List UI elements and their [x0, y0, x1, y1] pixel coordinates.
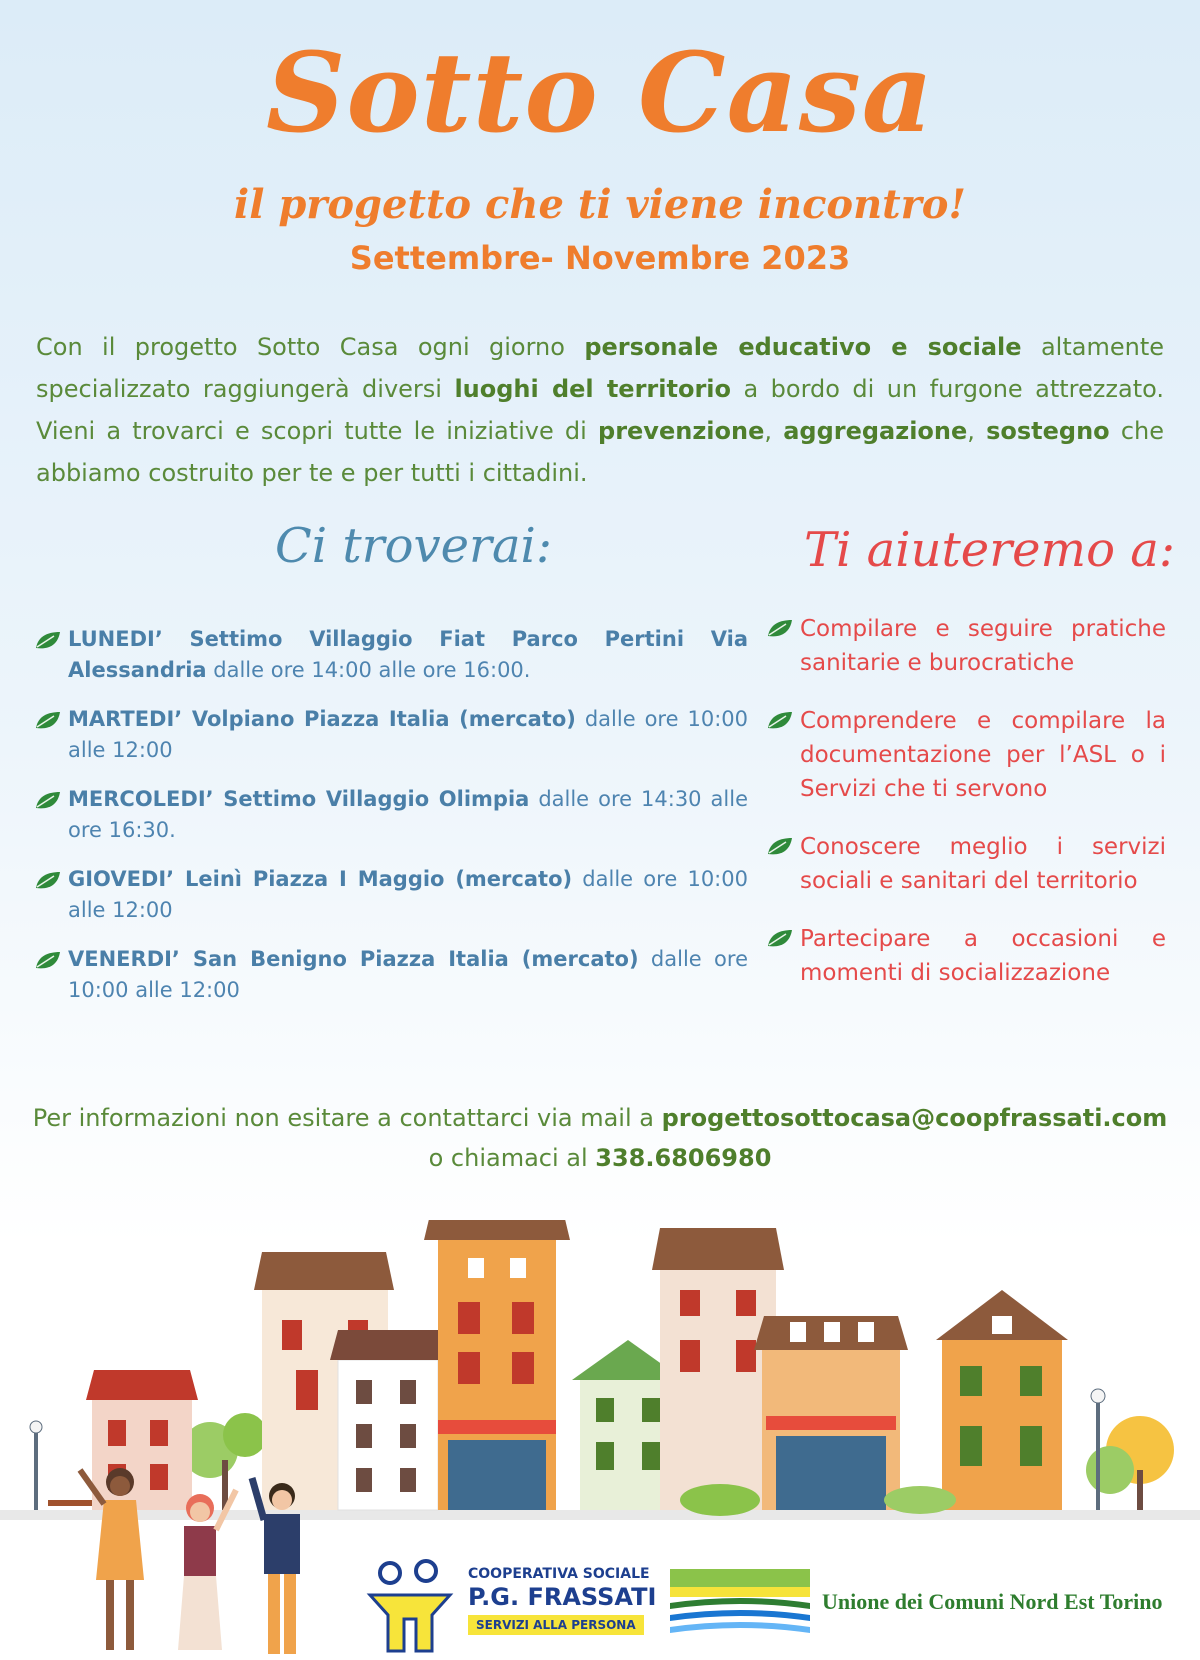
frassati-people-icon: [360, 1555, 460, 1655]
frassati-text: [468, 1565, 656, 1635]
poster-subtitle: il progetto che ti viene incontro!: [234, 181, 966, 228]
intro-paragraph: Con il progetto Sotto Casa ogni giorno personale educativo e sociale altamente specializzato raggiungerà diversi luoghi del territorio a bordo di un furgone attrezzato. Vieni a trovarci e scopri tutte le iniziative di prevenzione, aggregazione, sostegno che abbiamo costruito per te e per tutti i cittadini.: [36, 333, 1164, 487]
schedule-item: MARTEDI’ Volpiano Piazza Italia (mercato) dalle ore 10:00 alle 12:00: [34, 704, 748, 766]
help-item: Comprendere e compilare la documentazione per l’ASL o i Servizi che ti servono: [766, 704, 1166, 806]
contact-email[interactable]: progettosottocasa@coopfrassati.com: [661, 1104, 1168, 1132]
contact-line-phone: o chiamaci al 338.6806980: [428, 1144, 772, 1172]
leaf-icon: [766, 832, 796, 862]
contact-line-email: Per informazioni non esitare a contattarci via mail a progettosottocasa@coopfrassati.com: [32, 1104, 1168, 1132]
schedule-item: MERCOLEDI’ Settimo Villaggio Olimpia dalle ore 14:30 alle ore 16:30.: [34, 784, 748, 846]
help-item: Partecipare a occasioni e momenti di socializzazione: [766, 922, 1166, 990]
schedule-item: LUNEDI’ Settimo Villaggio Fiat Parco Pertini Via Alessandria dalle ore 14:00 alle ore 16:00.: [34, 624, 748, 686]
help-heading: Ti aiuteremo a:: [804, 522, 1176, 578]
leaf-icon: [34, 706, 64, 736]
frassati-line3: SERVIZI ALLA PERSONA: [468, 1615, 644, 1635]
help-list: [766, 612, 1166, 1014]
leaf-icon: [766, 706, 796, 736]
help-item: Conoscere meglio i servizi sociali e sanitari del territorio: [766, 830, 1166, 898]
leaf-icon: [766, 924, 796, 954]
schedule-heading: Ci troverai:: [275, 518, 553, 574]
frassati-logo: [360, 1555, 670, 1655]
schedule-item: GIOVEDI’ Leinì Piazza I Maggio (mercato) dalle ore 10:00 alle 12:00: [34, 864, 748, 926]
poster-dates: Settembre- Novembre 2023: [349, 239, 851, 277]
leaf-icon: [34, 786, 64, 816]
leaf-icon: [34, 626, 64, 656]
unione-fields-icon: [670, 1569, 810, 1639]
unione-logo: [670, 1565, 1190, 1645]
contact-info: [0, 1098, 1200, 1178]
frassati-line1: COOPERATIVA SOCIALE: [468, 1566, 650, 1582]
contact-phone[interactable]: 338.6806980: [595, 1144, 772, 1172]
schedule-list: [34, 624, 748, 1024]
leaf-icon: [34, 866, 64, 896]
leaf-icon: [766, 614, 796, 644]
leaf-icon: [34, 946, 64, 976]
people-illustration: [60, 1460, 330, 1660]
poster-title: Sotto Casa: [265, 28, 935, 157]
schedule-item: VENERDI’ San Benigno Piazza Italia (mercato) dalle ore 10:00 alle 12:00: [34, 944, 748, 1006]
frassati-line2: P.G. FRASSATI: [468, 1583, 657, 1611]
unione-text: Unione dei Comuni Nord Est Torino: [822, 1589, 1163, 1614]
help-item: Compilare e seguire pratiche sanitarie e burocratiche: [766, 612, 1166, 680]
